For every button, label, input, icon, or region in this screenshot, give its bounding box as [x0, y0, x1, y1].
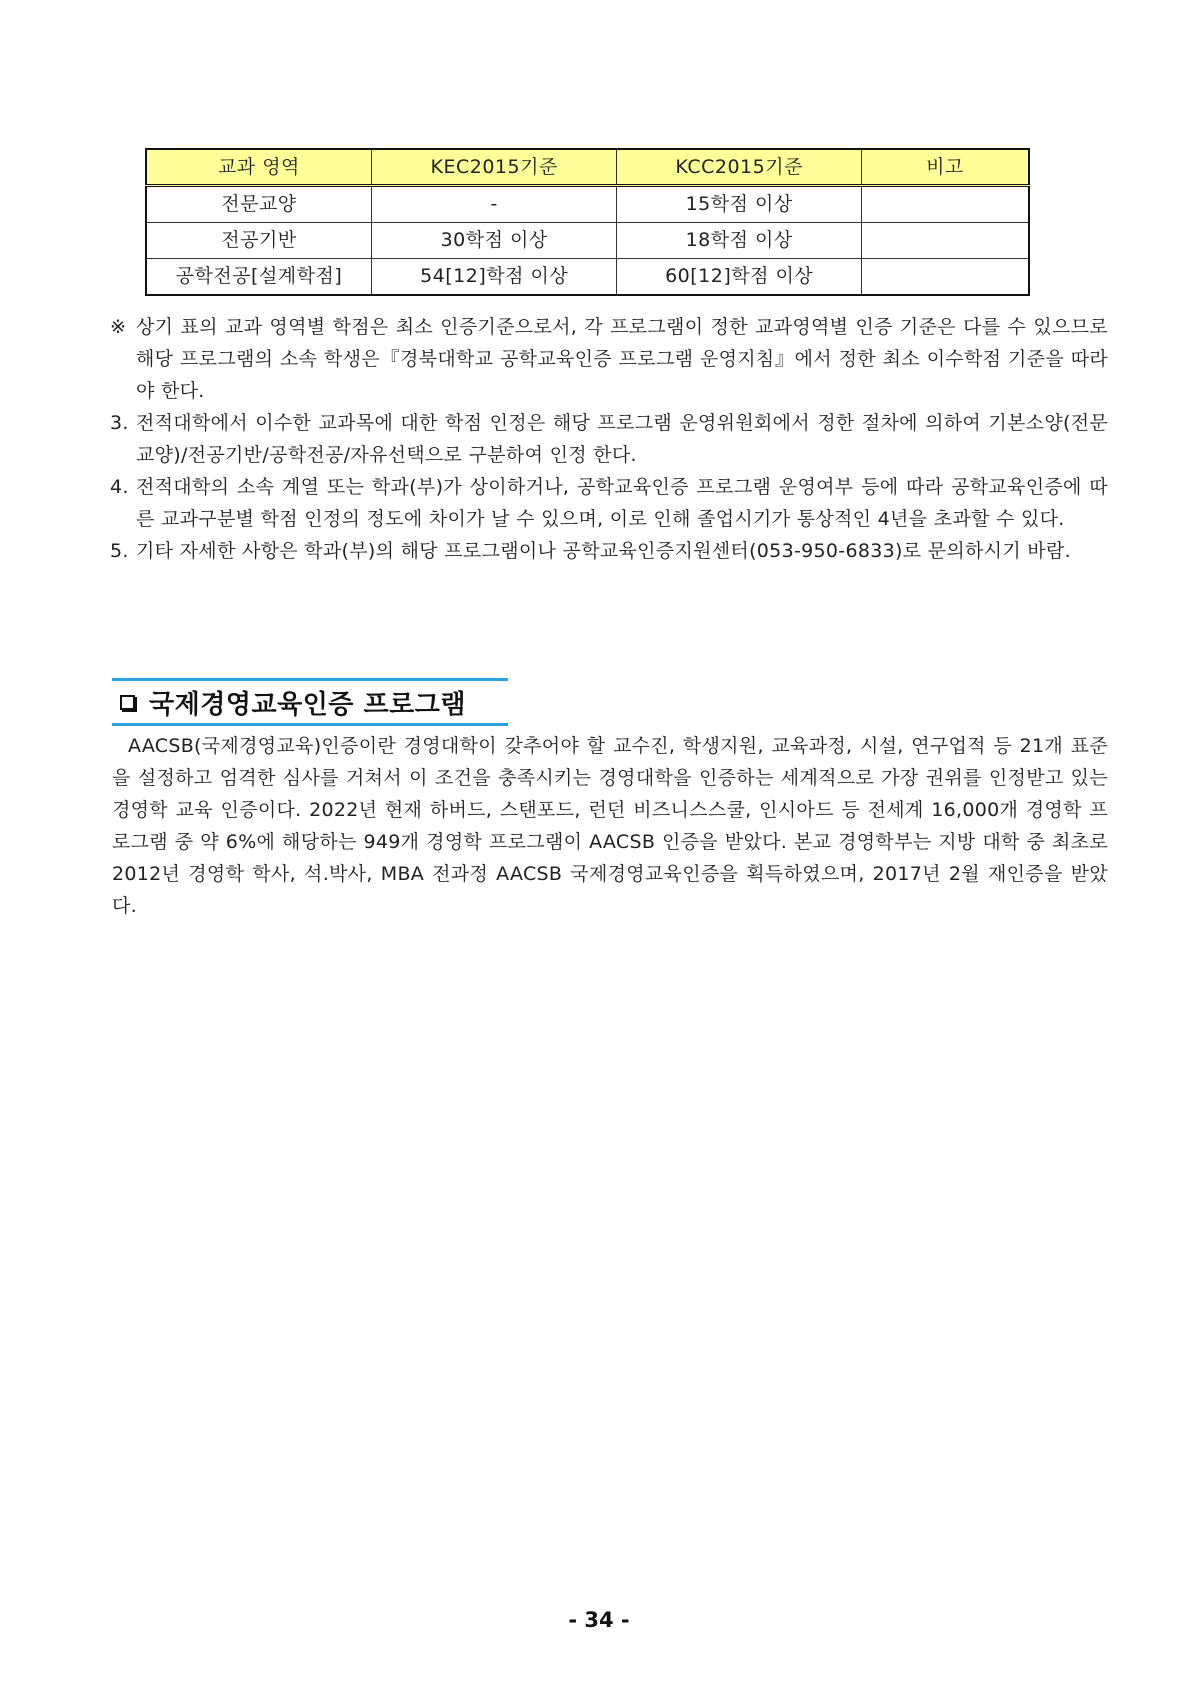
- header-cell-kcc2015: KCC2015기준: [617, 149, 862, 186]
- note-item-3: [110, 407, 1108, 471]
- table-row: [146, 186, 1029, 223]
- table-cell: -: [371, 186, 617, 223]
- table-cell: [861, 186, 1029, 223]
- header-cell-kec2015: KEC2015기준: [371, 149, 617, 186]
- note-item-4: [110, 471, 1108, 535]
- section-title: 국제경영교육인증 프로그램: [149, 689, 466, 720]
- page-number: - 34 -: [568, 1608, 630, 1632]
- table-cell: 공학전공[설계학점]: [146, 259, 371, 296]
- note-text: 상기 표의 교과 영역별 학점은 최소 인증기준으로서, 각 프로그램이 정한 교과영역별 인증 기준은 다를 수 있으므로 해당 프로그램의 소속 학생은『경북대학교 공학교육인증 프로그램 운영지침』에서 정한 최소 이수학점 기준을 따라야 한다.: [136, 316, 1108, 402]
- note-text: 전적대학의 소속 계열 또는 학과(부)가 상이하거나, 공학교육인증 프로그램 운영여부 등에 따라 공학교육인증에 따른 교과구분별 학점 인정의 정도에 차이가 날 수 있으며, 이로 인해 졸업시기가 통상적인 4년을 초과할 수 있다.: [136, 476, 1108, 530]
- notes-list: [110, 311, 1108, 567]
- table-cell: [861, 223, 1029, 259]
- table-cell: 전문교양: [146, 186, 371, 223]
- header-cell-remarks: 비고: [861, 149, 1029, 186]
- section-heading: [112, 678, 508, 726]
- note-text: 전적대학에서 이수한 교과목에 대한 학점 인정은 해당 프로그램 운영위원회에서 정한 절차에 의하여 기본소양(전문교양)/전공기반/공학전공/자유선택으로 구분하여 인정 한다.: [136, 412, 1108, 466]
- note-marker: 3.: [110, 412, 129, 434]
- table-cell: 54[12]학점 이상: [371, 259, 617, 296]
- table-cell: 15학점 이상: [617, 186, 862, 223]
- note-marker: ※: [110, 316, 127, 338]
- table-row: [146, 259, 1029, 296]
- note-item-reference: [110, 311, 1108, 407]
- table-row: [146, 223, 1029, 259]
- aacsb-paragraph: AACSB(국제경영교육)인증이란 경영대학이 갖추어야 할 교수진, 학생지원, 교육과정, 시설, 연구업적 등 21개 표준을 설정하고 엄격한 심사를 거쳐서 이 조건을 충족시키는 경영대학을 인증하는 세계적으로 가장 권위를 인정받고 있는 경영학 교육 인증이다. 2022년 현재 하버드, 스탠포드, 런던 비즈니스스쿨, 인시아드 등 전세계 16,000개 경영학 프로그램 중 약 6%에 해당하는 949개 경영학 프로그램이 AACSB 인증을 받았다. 본교 경영학부는 지방 대학 중 최초로 2012년 경영학 학사, 석.박사, MBA 전과정 AACSB 국제경영교육인증을 획득하였으며, 2017년 2월 재인증을 받았다.: [112, 735, 1108, 917]
- table-cell: [861, 259, 1029, 296]
- note-item-5: [110, 535, 1108, 567]
- table-cell: 60[12]학점 이상: [617, 259, 862, 296]
- note-marker: 4.: [110, 476, 129, 498]
- note-text: 기타 자세한 사항은 학과(부)의 해당 프로그램이나 공학교육인증지원센터(053-950-6833)로 문의하시기 바람.: [136, 540, 1071, 562]
- checkbox-icon: [120, 695, 135, 710]
- table-cell: 18학점 이상: [617, 223, 862, 259]
- table-header-row: [146, 149, 1029, 186]
- table-cell: 전공기반: [146, 223, 371, 259]
- note-marker: 5.: [110, 540, 129, 562]
- header-cell-area: 교과 영역: [146, 149, 371, 186]
- credit-requirements-table: [145, 148, 1030, 296]
- table-cell: 30학점 이상: [371, 223, 617, 259]
